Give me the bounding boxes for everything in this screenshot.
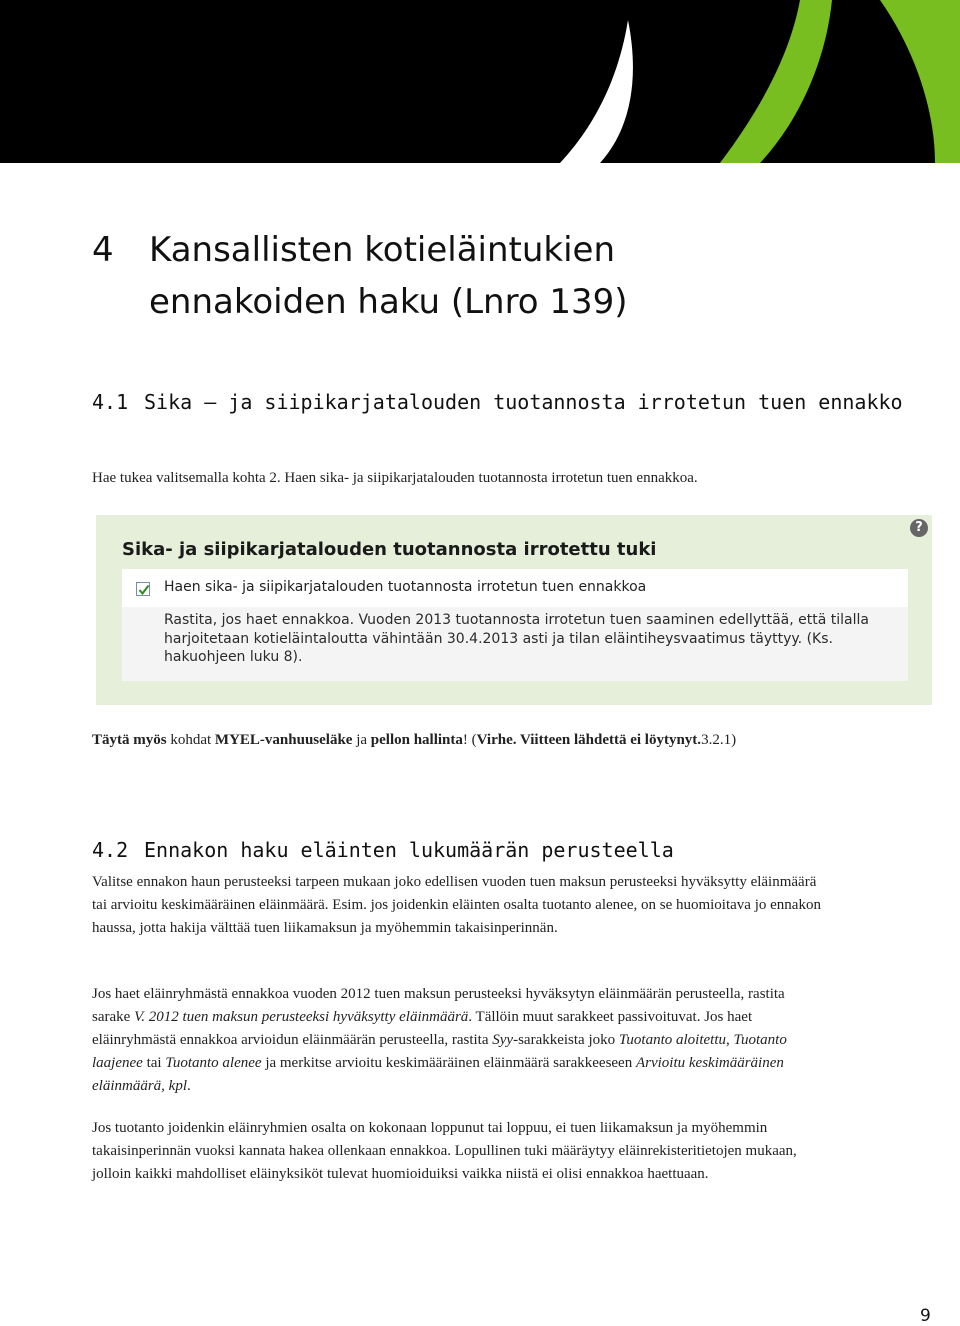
note-link-myel[interactable]: MYEL-vanhuuseläke [214,732,353,748]
form-screenshot [96,515,932,705]
note-text-2: ja [352,732,371,748]
note-text-1: kohdat [166,732,215,748]
note-text-3: ! ( [462,732,477,748]
para2-text-c: . Tällöin muut sarakkeet passivoituvat. Jos haet eläinryhmästä ennakkoa arvioidun eläinmäärän perusteella, rastita [92,1009,753,1048]
para2-text-k: ja merkitse arvioitu keskimääräinen eläinmäärä sarakkeeseen [261,1055,636,1071]
para2-text-a: Jos haet eläinryhmästä ennakkoa vuoden 2012 tuen maksun perusteeksi hyväksytyn eläinmäärän perusteella, rastita sarake [92,986,785,1025]
form-panel [122,569,908,681]
advance-checkbox[interactable] [136,582,150,596]
form-title: Sika- ja siipikarjatalouden tuotannosta irrotettu tuki [122,539,657,560]
section-4-2-para-1: Valitse ennakon haun perusteeksi tarpeen mukaan joko edellisen vuoden tuen maksun perusteeksi hyväksytty eläinmäärä tai arvioitu keskimääräinen eläinmäärä. Esim. jos joidenkin eläinten osalta tuotanto alenee, on se huomioitava jo ennakon haussa, jotta hakija välttää tuen liikamaksun ja myöhemmin takaisinperinnän. [92,874,821,936]
chapter-title: Kansallisten kotieläintukien ennakoiden haku (Lnro 139) [149,230,628,322]
note-strong-1: Täytä myös [92,732,167,748]
para2-col-laajenee: Tuotanto laajenee [92,1032,787,1071]
page-number: 9 [920,1306,931,1326]
para2-col-syy: Syy [492,1032,514,1048]
para2-col-v2012: V. 2012 tuen maksun perusteeksi hyväksytty eläinmäärä [134,1009,469,1025]
section-4-1-intro: Hae tukea valitsemalla kohta 2. Haen sika- ja siipikarjatalouden tuotannosta irrotetun tuen ennakkoa. [92,470,698,486]
section-4-2-para-3: Jos tuotanto joidenkin eläinryhmien osalta on kokonaan loppunut tai loppuu, ei tuen liikamaksun ja myöhemmin takaisinperinnän vuoksi kannata hakea ollenkaan ennakkoa. Lopullinen tuki määräytyy eläinrekisteritietojen mukaan, jolloin kaikki mahdolliset eläinyksiköt tulevat huomioiduiksi vaikka niistä ei olisi ennakkoa haettuaan. [92,1120,797,1182]
chapter-number: 4 [92,230,114,270]
checkbox-row [122,569,908,607]
section-4-1-heading [92,389,903,415]
note-error-ref: Virhe. Viitteen lähdettä ei löytynyt. [476,732,702,748]
para2-text-g: , [726,1032,734,1048]
para2-text-i: tai [142,1055,166,1071]
section-title: Sika – ja siipikarjatalouden tuotannosta irrotetun tuen ennakko [144,390,903,414]
para2-col-aloitettu: Tuotanto aloitettu [618,1032,726,1048]
note-link-pellon[interactable]: pellon hallinta [370,732,463,748]
leaf-decoration [0,0,960,163]
header-band [0,0,960,163]
section-number: 4.2 [92,838,129,862]
question-icon[interactable]: ? [910,519,928,537]
para2-col-alenee: Tuotanto alenee [165,1055,262,1071]
section-number: 4.1 [92,390,129,414]
para2-col-arvioitu: Arvioitu keskimääräinen eläinmäärä, kpl [92,1055,784,1094]
section-4-2-heading [92,837,674,863]
section-title: Ennakon haku eläinten lukumäärän perusteella [144,838,674,862]
note-paragraph [92,729,742,752]
para2-text-m: . [187,1078,191,1094]
form-description: Rastita, jos haet ennakkoa. Vuoden 2013 tuotannosta irrotetun tuen saaminen edellyttää, että tilalla harjoitetaan kotieläintaloutta vähintään 30.4.2013 asti ja tilan eläintiheysvaatimus täyttyy. (Ks. hakuohjeen luku 8). [164,612,869,665]
checkbox-label: Haen sika- ja siipikarjatalouden tuotannosta irrotetun tuen ennakkoa [164,579,647,595]
section-4-2-para-2 [92,983,822,1098]
para2-text-e: -sarakkeista joko [513,1032,619,1048]
checkmark-icon [137,583,151,597]
note-text-4: 3.2.1) [701,732,737,748]
